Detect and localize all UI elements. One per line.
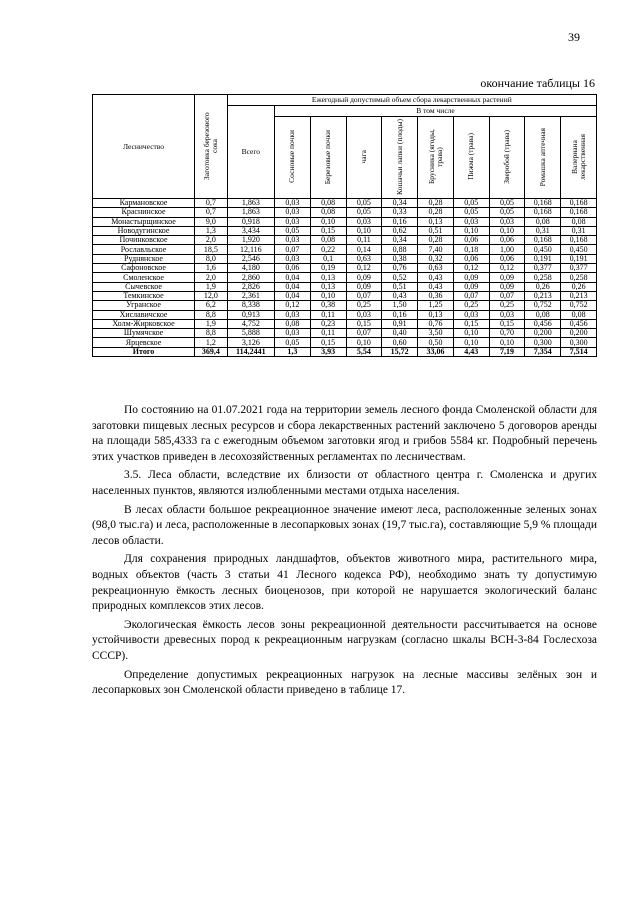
table-cell: 0,09 [453,273,489,282]
table-cell: 0,10 [453,226,489,235]
table-cell: 0,10 [453,338,489,347]
table-cell: 0,50 [418,338,454,347]
table-cell: 1,00 [489,245,525,254]
table-cell: 0,08 [310,236,346,245]
table-cell: 0,05 [346,199,382,208]
table-row [93,329,597,338]
header-total: Всего [227,106,274,199]
totals-row [93,347,597,356]
forestry-name: Холм-Жирковское [93,319,195,328]
table-cell: 0,07 [489,291,525,300]
table-cell: 0,76 [418,319,454,328]
paragraph: Экологическая ёмкость лесов зоны рекреационной деятельности рассчитывается на основе устойчивости древесных пород к рекреационным нагрузкам (согласно шкалы ВСН-3-84 Гослесхоза СССР). [92,618,597,662]
table-cell: 0,7 [195,199,228,208]
table-cell: 0,12 [346,264,382,273]
table-cell: 0,07 [275,245,311,254]
table-cell: 0,15 [453,319,489,328]
table-cell: 0,456 [525,319,561,328]
table-cell: 0,05 [275,338,311,347]
table-row [93,282,597,291]
table-cell: 0,15 [310,338,346,347]
header-column: Березовые почки [323,129,333,184]
table-cell: 2,860 [227,273,274,282]
table-cell: 4,43 [453,347,489,356]
table-cell: 0,28 [418,236,454,245]
header-birch-sap: Заготовка березового сока [201,111,219,180]
table-row [93,226,597,235]
table-cell: 0,03 [275,199,311,208]
header-including: В том числе [275,106,597,117]
table-cell: 0,16 [382,310,418,319]
table-cell: 0,11 [310,310,346,319]
table-cell: 0,10 [310,217,346,226]
table-cell: 0,200 [561,329,597,338]
table-cell: 0,09 [346,282,382,291]
forestry-name: Рославльское [93,245,195,254]
table-cell: 0,05 [489,199,525,208]
table-cell: 0,22 [310,245,346,254]
table-cell: 0,26 [561,282,597,291]
table-cell: 0,25 [346,301,382,310]
body-text [92,403,597,702]
table-cell: 0,08 [275,319,311,328]
table-cell: 0,752 [561,301,597,310]
table-cell: 0,456 [561,319,597,328]
table-cell: 0,168 [525,208,561,217]
header-forestry: Лесничество [93,95,195,199]
table-cell: 0,168 [561,199,597,208]
paragraph: 3.5. Леса области, вследствие их близости от областного центра г. Смоленска и других населенных пунктов, являются излюбленными местами отдыха населения. [92,469,597,497]
table-cell: 0,450 [561,245,597,254]
table-cell: 0,19 [310,264,346,273]
table-cell: 1,50 [382,301,418,310]
table-cell: 0,03 [275,254,311,263]
paragraph: Для сохранения природных ландшафтов, объектов животного мира, растительного мира, водных объектов (часть 3 статьи 41 Лесного кодекса РФ), необходимо знать ту допустимую рекреационную ёмкость лесных биоценозов, при которой не нарушается экологический баланс природных комплексов этих лесов. [92,553,597,613]
header-annual-volume: Ежегодный допустимый объем сбора лекарственных растений [227,95,596,106]
table-cell: 1,863 [227,208,274,217]
table-cell: 0,10 [310,291,346,300]
table-row [93,236,597,245]
forestry-name: Смоленское [93,273,195,282]
table-cell: 0,258 [561,273,597,282]
header-column: Зверобой (трава) [502,129,512,184]
table-cell: 0,05 [453,199,489,208]
forestry-name: Краснинское [93,208,195,217]
table-cell: 0,05 [346,208,382,217]
table-cell: 0,91 [382,319,418,328]
header-column: Сосновые почки [287,130,297,184]
table-row [93,254,597,263]
table-row [93,319,597,328]
table-row [93,217,597,226]
table-cell: 0,51 [418,226,454,235]
table-cell: 0,913 [227,310,274,319]
table-cell: 0,10 [489,226,525,235]
table-row [93,264,597,273]
table-caption: окончание таблицы 16 [480,76,595,90]
table-cell: 0,03 [275,310,311,319]
table-cell: 0,06 [489,254,525,263]
table-cell: 0,63 [418,264,454,273]
table-cell: 0,08 [310,208,346,217]
table-cell: 0,06 [453,254,489,263]
table-cell: 0,168 [525,199,561,208]
table-cell: 2,546 [227,254,274,263]
forestry-name: Итого [93,347,195,356]
table-cell: 0,7 [195,208,228,217]
table-cell: 5,54 [346,347,382,356]
table-cell: 0,10 [453,329,489,338]
table-cell: 9,0 [195,217,228,226]
table-cell: 0,10 [489,338,525,347]
table-cell: 1,2 [195,338,228,347]
table-cell: 0,09 [489,273,525,282]
table-cell: 0,12 [489,264,525,273]
forestry-name: Темкинское [93,291,195,300]
table-cell: 2,361 [227,291,274,300]
table-cell: 0,51 [382,282,418,291]
header-column: чага [358,149,368,164]
table-cell: 0,12 [453,264,489,273]
table-cell: 0,06 [453,236,489,245]
table-cell: 33,06 [418,347,454,356]
table-cell: 7,40 [418,245,454,254]
table-cell: 0,168 [525,236,561,245]
forestry-name: Хиславичское [93,310,195,319]
forestry-name: Угранское [93,301,195,310]
table-cell: 0,15 [489,319,525,328]
paragraph: В лесах области большое рекреационное значение имеют леса, расположенные зеленых зонах (98,0 тыс.га) и леса, расположенные в лесопарковых зонах (19,7 тыс.га), составляющие 5,9 % площади лесов области. [92,503,597,547]
table-cell: 0,03 [489,217,525,226]
header-column: Ромашка аптечная [537,127,547,186]
table-cell: 0,03 [453,310,489,319]
table-cell: 4,752 [227,319,274,328]
table-cell: 0,09 [346,273,382,282]
table-cell: 15,72 [382,347,418,356]
table-cell: 2,826 [227,282,274,291]
table-cell: 0,38 [310,301,346,310]
table-cell: 1,3 [275,347,311,356]
table-cell: 0,03 [346,310,382,319]
table-cell: 8,8 [195,310,228,319]
table-cell: 0,07 [346,329,382,338]
table-cell: 0,08 [561,217,597,226]
table-cell: 0,09 [489,282,525,291]
table-cell: 0,28 [418,208,454,217]
table-cell: 0,168 [561,236,597,245]
table-cell: 0,76 [382,264,418,273]
forestry-name: Шумячское [93,329,195,338]
table-cell: 0,31 [525,226,561,235]
table-cell: 1,863 [227,199,274,208]
table-cell: 0,34 [382,236,418,245]
table-row [93,310,597,319]
table-cell: 0,08 [310,199,346,208]
table-cell: 0,03 [346,217,382,226]
table-cell: 0,62 [382,226,418,235]
table-cell: 0,38 [382,254,418,263]
table-cell: 0,377 [561,264,597,273]
table-cell: 369,4 [195,347,228,356]
table-cell: 0,43 [382,291,418,300]
table-cell: 0,14 [346,245,382,254]
table-cell: 0,03 [275,208,311,217]
table-cell: 0,752 [525,301,561,310]
table-cell: 0,43 [418,273,454,282]
table-cell: 0,11 [310,329,346,338]
table-cell: 8,0 [195,254,228,263]
table-cell: 4,180 [227,264,274,273]
paragraph: По состоянию на 01.07.2021 года на территории земель лесного фонда Смоленской области для заготовки пищевых лесных ресурсов и сбора лекарственных растений заключено 5 договоров аренды на площади 585,4333 га с ежегодным объемом заготовки ягод и грибов 5584 кг. Подробный перечень этих участков приведен в лесохозяйственных регламентах по лесничествам. [92,404,597,463]
table-cell: 0,03 [453,217,489,226]
forestry-name: Сычевское [93,282,195,291]
table-cell: 0,40 [382,329,418,338]
table-cell: 3,50 [418,329,454,338]
table-row [93,199,597,208]
table-cell: 0,32 [418,254,454,263]
forestry-name: Руднянское [93,254,195,263]
table-cell: 0,18 [453,245,489,254]
table-cell: 0,31 [561,226,597,235]
table-cell: 0,34 [382,199,418,208]
forestry-name: Ярцевское [93,338,195,347]
table-cell: 0,213 [525,291,561,300]
table-cell: 0,06 [489,236,525,245]
table-cell: 0,08 [525,310,561,319]
table-cell: 3,93 [310,347,346,356]
table-row [93,291,597,300]
table-cell: 1,9 [195,319,228,328]
table-cell: 0,25 [489,301,525,310]
table-cell: 0,04 [275,291,311,300]
table-cell: 12,116 [227,245,274,254]
table-cell: 0,13 [418,310,454,319]
table-cell: 2,0 [195,236,228,245]
table-cell: 8,8 [195,329,228,338]
table-cell: 0,191 [525,254,561,263]
table-cell: 7,354 [525,347,561,356]
table-cell: 0,09 [453,282,489,291]
table-cell: 0,05 [453,208,489,217]
table-cell: 0,88 [382,245,418,254]
header-column: Валериана лекарственная [569,133,587,180]
herbs-table [92,94,597,357]
table-cell: 0,10 [346,226,382,235]
table-cell: 0,213 [561,291,597,300]
table-cell: 0,28 [418,199,454,208]
table-cell: 0,25 [453,301,489,310]
table-row [93,301,597,310]
table-cell: 1,6 [195,264,228,273]
table-cell: 0,08 [561,310,597,319]
table-cell: 0,07 [453,291,489,300]
table-cell: 0,04 [275,282,311,291]
table-cell: 0,10 [346,338,382,347]
table-cell: 0,1 [310,254,346,263]
table-cell: 0,03 [489,310,525,319]
table-cell: 0,11 [346,236,382,245]
table-cell: 1,3 [195,226,228,235]
table-cell: 3,434 [227,226,274,235]
table-cell: 0,23 [310,319,346,328]
table-cell: 114,2441 [227,347,274,356]
table-cell: 6,2 [195,301,228,310]
table-row [93,273,597,282]
table-cell: 0,33 [382,208,418,217]
table-cell: 0,04 [275,273,311,282]
table-cell: 0,450 [525,245,561,254]
forestry-name: Монастырщинское [93,217,195,226]
table-cell: 0,70 [489,329,525,338]
table-row [93,338,597,347]
forestry-name: Починковское [93,236,195,245]
table-cell: 1,920 [227,236,274,245]
table-cell: 3,126 [227,338,274,347]
table-cell: 0,15 [346,319,382,328]
table-cell: 0,07 [346,291,382,300]
table-cell: 0,300 [561,338,597,347]
table-cell: 18,5 [195,245,228,254]
table-cell: 0,63 [346,254,382,263]
table-cell: 0,12 [275,301,311,310]
table-cell: 2,0 [195,273,228,282]
forestry-name: Кармановское [93,199,195,208]
page-number: 39 [568,30,580,44]
table-cell: 0,06 [275,264,311,273]
table-cell: 0,15 [310,226,346,235]
header-column: Кошачьи лапки (плоды) [394,118,404,195]
table-cell: 7,514 [561,347,597,356]
table-cell: 0,258 [525,273,561,282]
table-cell: 0,13 [310,282,346,291]
table-cell: 0,191 [561,254,597,263]
table-cell: 0,08 [525,217,561,226]
header-column: Брусника (ягоды, трава) [426,129,444,185]
forestry-name: Сафоновское [93,264,195,273]
table-cell: 0,43 [418,282,454,291]
table-cell: 0,26 [525,282,561,291]
table-cell: 1,25 [418,301,454,310]
table-cell: 0,377 [525,264,561,273]
table-cell: 0,03 [275,329,311,338]
table-cell: 0,05 [489,208,525,217]
table-cell: 0,36 [418,291,454,300]
table-cell: 12,0 [195,291,228,300]
header-column: Пижма (трава) [466,133,476,181]
forestry-name: Новодугинское [93,226,195,235]
table-cell: 0,168 [561,208,597,217]
table-cell: 0,03 [275,217,311,226]
table-cell: 0,300 [525,338,561,347]
table-cell: 0,52 [382,273,418,282]
table-cell: 7,19 [489,347,525,356]
table-cell: 0,200 [525,329,561,338]
table-cell: 5,888 [227,329,274,338]
table-row [93,208,597,217]
table-cell: 0,13 [418,217,454,226]
table-cell: 0,60 [382,338,418,347]
table-cell: 0,13 [310,273,346,282]
table-cell: 0,16 [382,217,418,226]
table-row [93,245,597,254]
table-cell: 0,918 [227,217,274,226]
table-cell: 1,9 [195,282,228,291]
table-cell: 0,05 [275,226,311,235]
table-cell: 8,338 [227,301,274,310]
paragraph: Определение допустимых рекреационных нагрузок на лесные массивы зелёных зон и лесопарковых зон Смоленской области приведено в таблице 17. [92,668,597,697]
table-cell: 0,03 [275,236,311,245]
